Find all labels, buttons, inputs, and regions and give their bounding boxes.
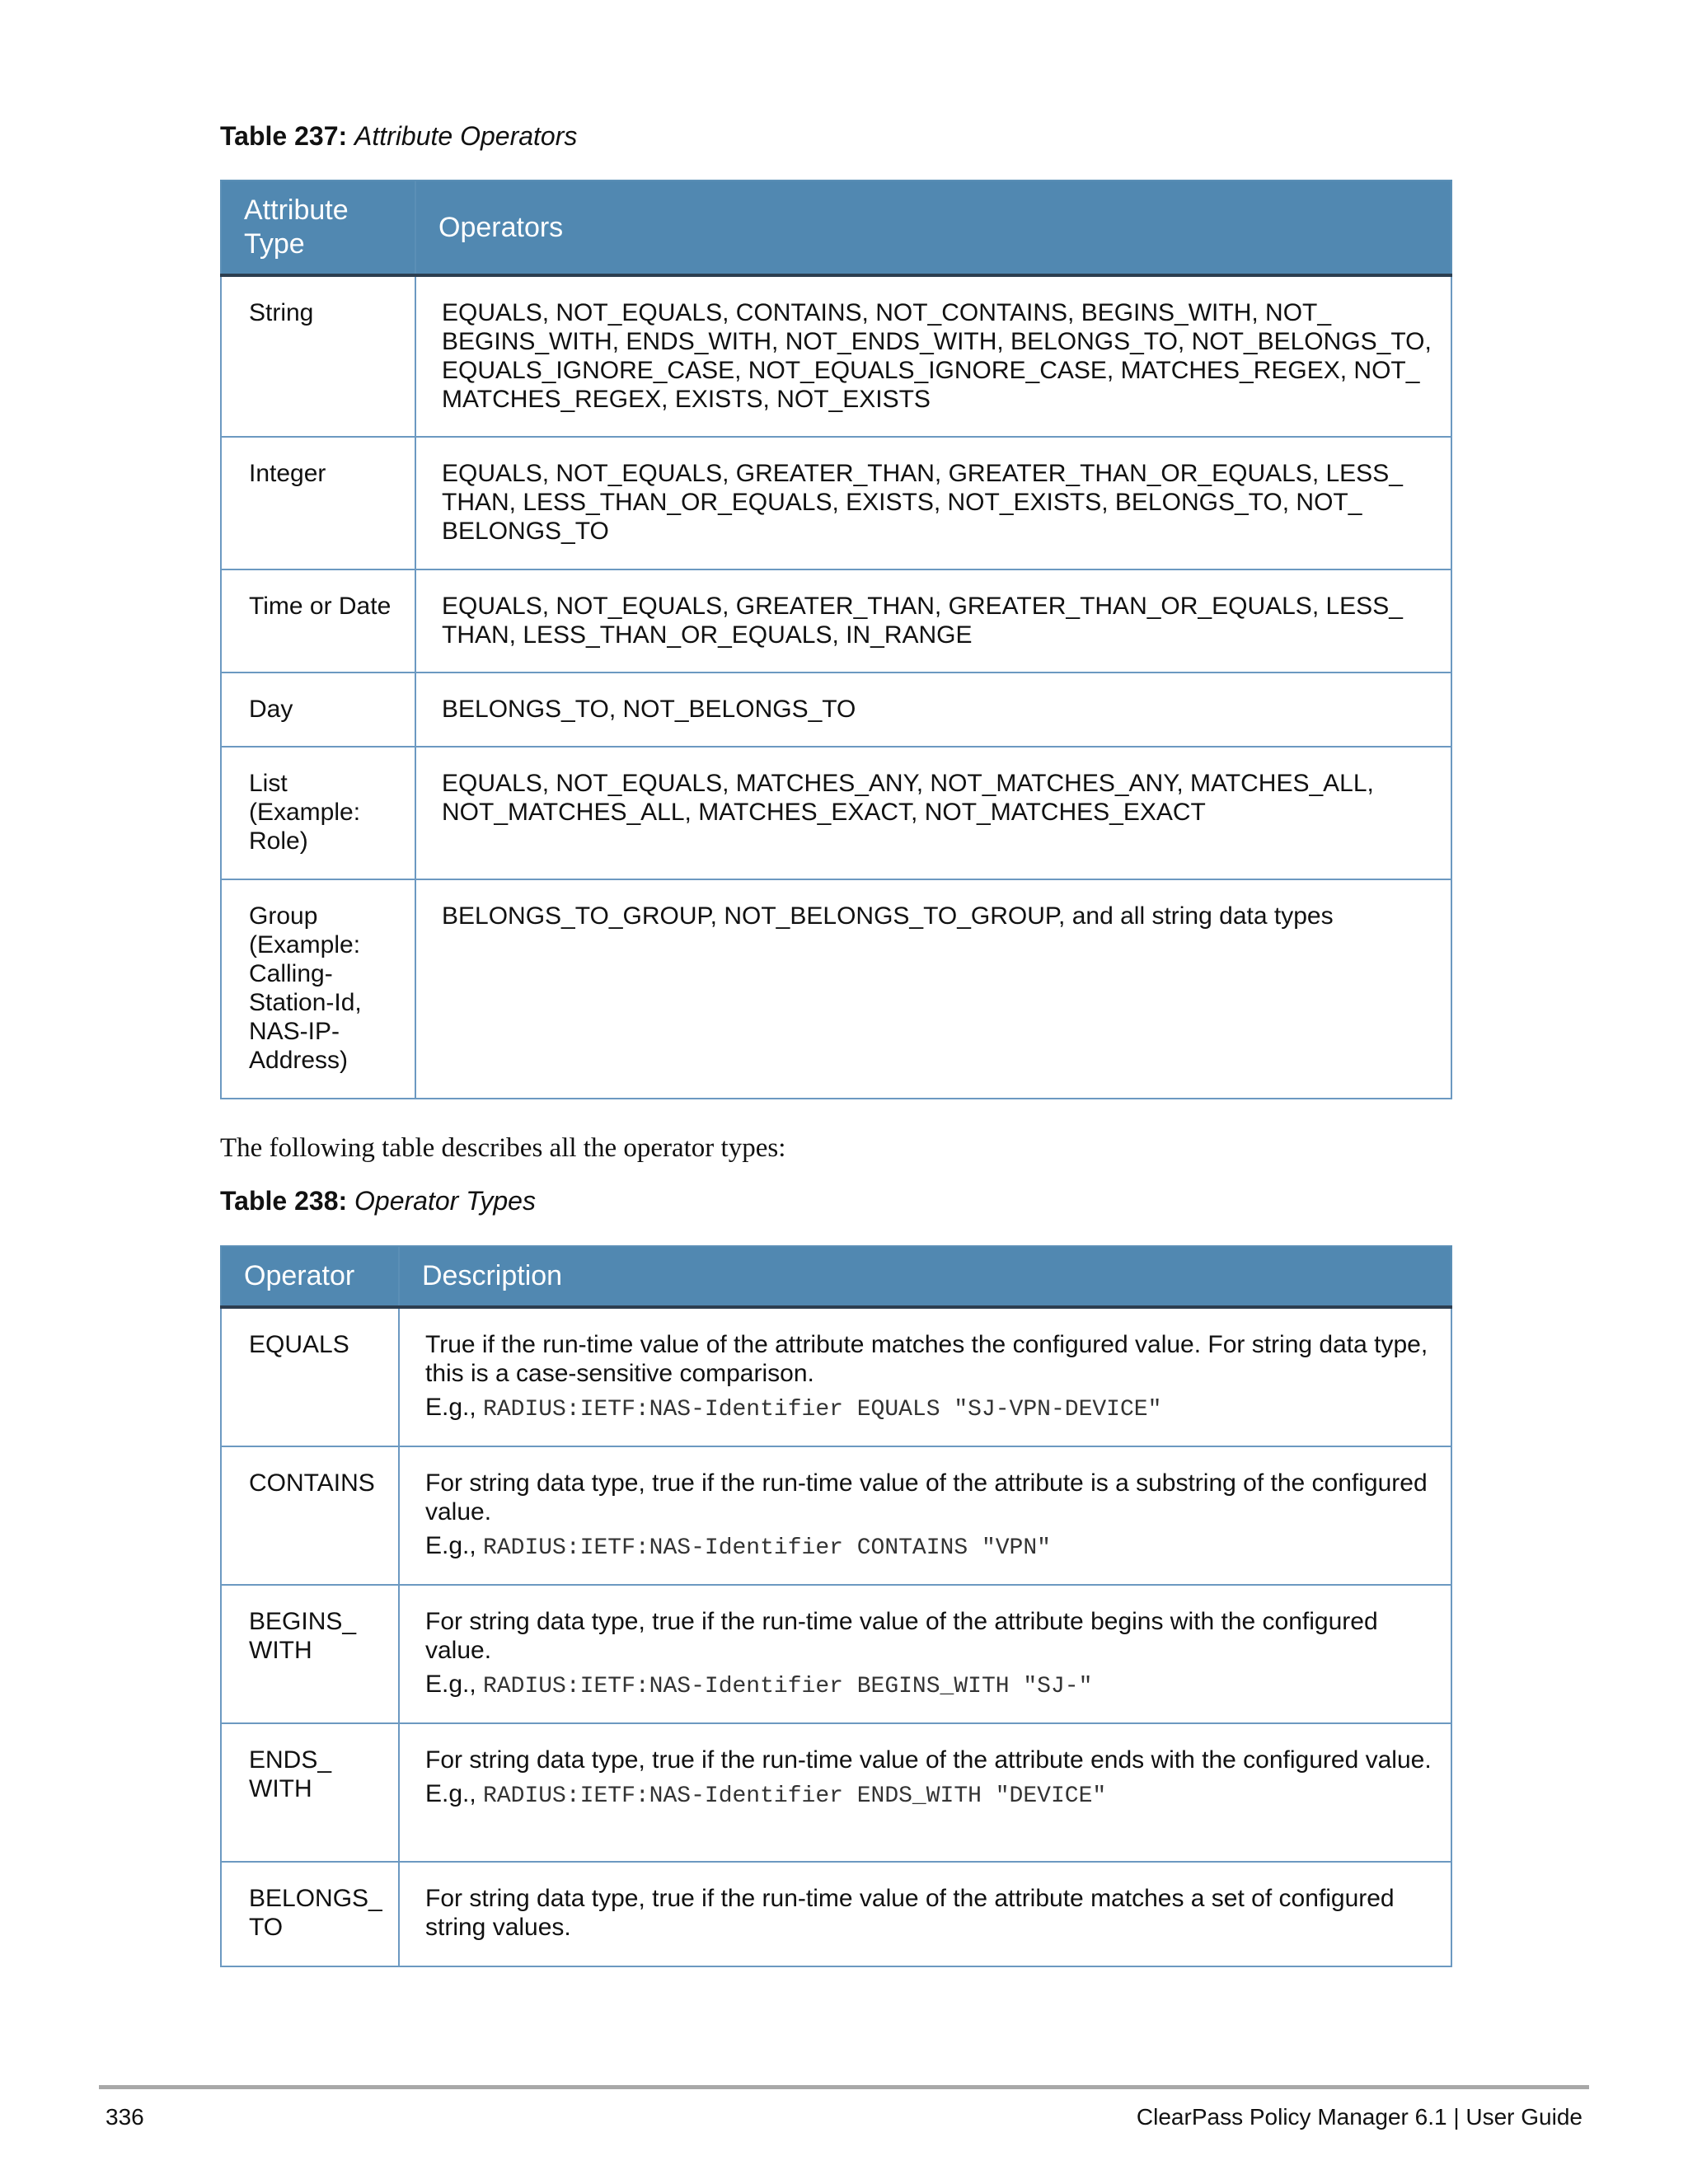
attribute-operators-table [220,180,1452,1099]
example-code: RADIUS:IETF:NAS-Identifier EQUALS "SJ-VPN-DEVICE" [483,1397,1162,1422]
table-header-row [221,1246,1451,1307]
intro-paragraph: The following table describes all the operator types: [220,1133,786,1163]
description-text: For string data type, true if the run-time value of the attribute begins with the configured value. [425,1608,1378,1664]
table-row [221,569,1451,673]
table-row [221,1585,1451,1723]
description-cell [399,1862,1451,1966]
description-text: For string data type, true if the run-time value of the attribute ends with the configured value. [425,1746,1432,1774]
attribute-type-cell: Integer [221,437,415,569]
table-238-caption [220,1184,536,1217]
column-header-attribute-type: Attribute Type [221,180,415,275]
attribute-type-cell: Time or Date [221,569,415,673]
example-code: RADIUS:IETF:NAS-Identifier BEGINS_WITH "SJ-" [483,1674,1093,1699]
example-prefix: E.g., [425,1671,476,1698]
attribute-type-cell: List (Example: Role) [221,747,415,879]
table-238-label: Table 238: [220,1186,348,1216]
operator-cell: ENDS_ WITH [221,1723,399,1862]
attribute-type-cell: String [221,275,415,437]
table-238-title: Operator Types [354,1186,536,1216]
example-line [425,1779,1434,1811]
description-cell [399,1723,1451,1862]
operator-cell: EQUALS [221,1307,399,1446]
description-cell [399,1446,1451,1585]
operators-cell: BELONGS_TO_GROUP, NOT_BELONGS_TO_GROUP, and all string data types [415,879,1451,1099]
example-prefix: E.g., [425,1780,476,1807]
table-237-title: Attribute Operators [354,121,578,151]
example-code: RADIUS:IETF:NAS-Identifier CONTAINS "VPN" [483,1535,1051,1561]
description-text: For string data type, true if the run-time value of the attribute is a substring of the configured value. [425,1469,1428,1526]
description-text: For string data type, true if the run-time value of the attribute matches a set of configured string values. [425,1885,1395,1941]
example-line [425,1670,1434,1701]
example-prefix: E.g., [425,1532,476,1559]
column-header-description: Description [399,1246,1451,1307]
operators-cell: EQUALS, NOT_EQUALS, MATCHES_ANY, NOT_MATCHES_ANY, MATCHES_ALL, NOT_MATCHES_ALL, MATCHES_EXACT, NOT_MATCHES_EXACT [415,747,1451,879]
operator-cell: CONTAINS [221,1446,399,1585]
table-237-label: Table 237: [220,121,348,151]
operator-cell: BEGINS_ WITH [221,1585,399,1723]
table-237-caption [220,120,577,152]
example-line [425,1393,1434,1424]
page-number: 336 [106,2104,144,2130]
description-text: True if the run-time value of the attribute matches the configured value. For string data type, this is a case-sensitive comparison. [425,1331,1428,1387]
table-row [221,1723,1451,1862]
table-row [221,437,1451,569]
table-row [221,673,1451,747]
attribute-type-cell: Day [221,673,415,747]
table-header-row [221,180,1451,275]
table-row [221,747,1451,879]
table-row [221,1862,1451,1966]
column-header-operators: Operators [415,180,1451,275]
example-prefix: E.g., [425,1394,476,1421]
table-row [221,275,1451,437]
operators-cell: BELONGS_TO, NOT_BELONGS_TO [415,673,1451,747]
table-row [221,1446,1451,1585]
table-row [221,879,1451,1099]
column-header-operator: Operator [221,1246,399,1307]
table-row [221,1307,1451,1446]
operators-cell: EQUALS, NOT_EQUALS, GREATER_THAN, GREATER_THAN_OR_EQUALS, LESS_ THAN, LESS_THAN_OR_EQUALS, IN_RANGE [415,569,1451,673]
operators-cell: EQUALS, NOT_EQUALS, CONTAINS, NOT_CONTAINS, BEGINS_WITH, NOT_ BEGINS_WITH, ENDS_WITH, NOT_ENDS_WITH, BELONGS_TO, NOT_BELONGS_TO, EQUALS_IGNORE_CASE, NOT_EQUALS_IGNORE_CASE, MATCHES_REGEX, NOT_ MATCHES_REGEX, EXISTS, NOT_EXISTS [415,275,1451,437]
operators-cell: EQUALS, NOT_EQUALS, GREATER_THAN, GREATER_THAN_OR_EQUALS, LESS_ THAN, LESS_THAN_OR_EQUALS, EXISTS, NOT_EXISTS, BELONGS_TO, NOT_ BELONGS_TO [415,437,1451,569]
description-cell [399,1585,1451,1723]
operator-types-table [220,1245,1452,1967]
operator-cell: BELONGS_ TO [221,1862,399,1966]
description-cell [399,1307,1451,1446]
footer-divider [99,2085,1589,2089]
example-code: RADIUS:IETF:NAS-Identifier ENDS_WITH "DEVICE" [483,1783,1107,1809]
attribute-type-cell: Group (Example: Calling-Station-Id, NAS-IP-Address) [221,879,415,1099]
footer-doc-title: ClearPass Policy Manager 6.1 | User Guide [1136,2104,1582,2130]
example-line [425,1531,1434,1563]
